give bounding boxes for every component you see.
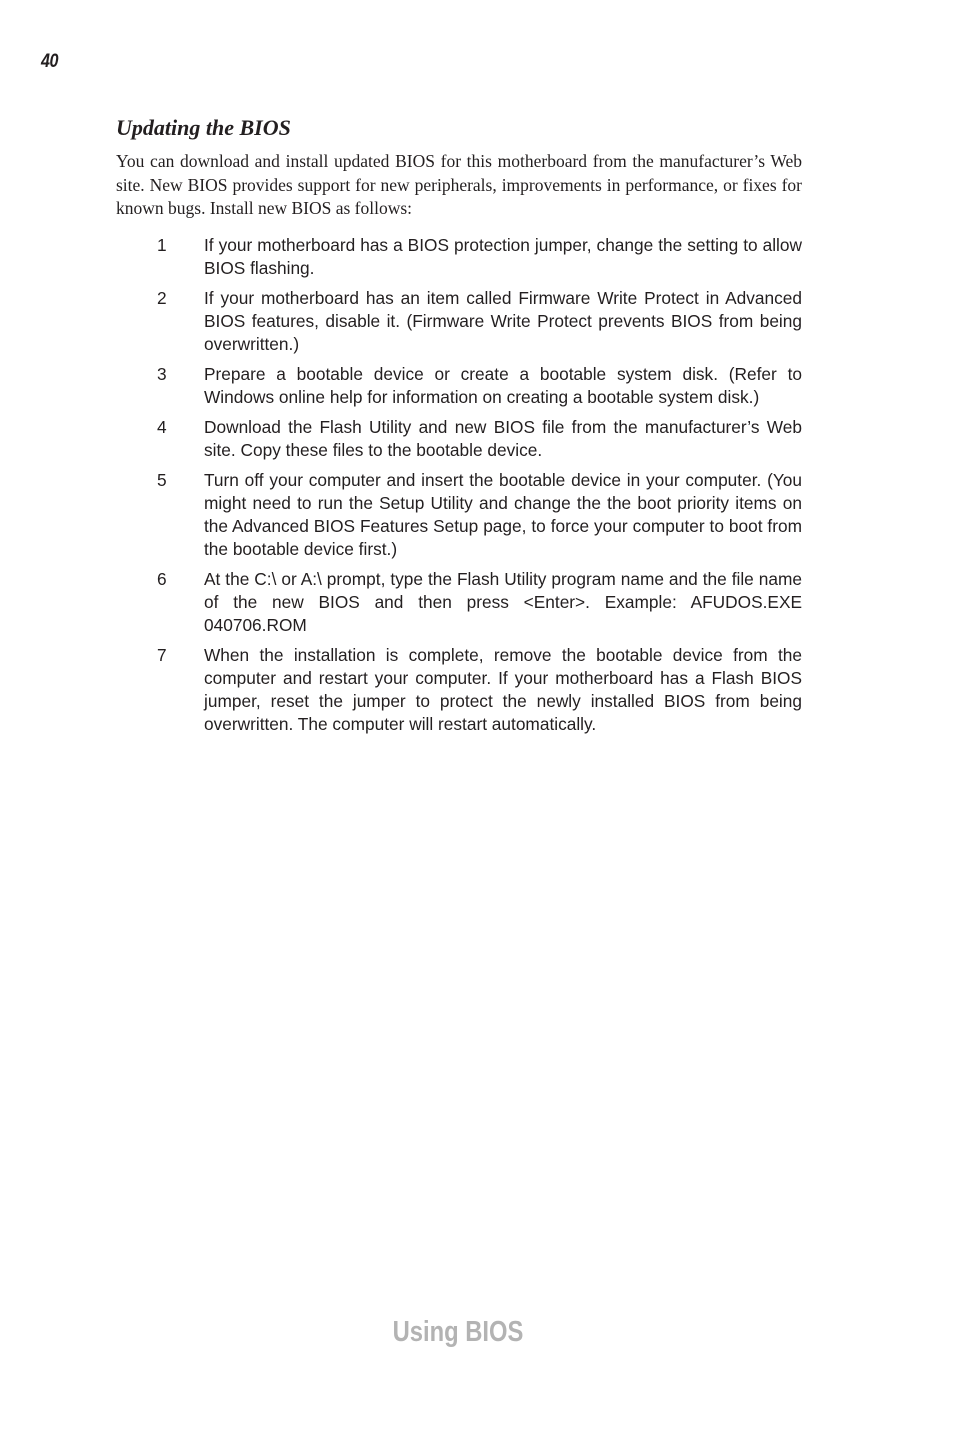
step-number: 6 (157, 568, 167, 589)
footer-chapter-title: Using BIOS (392, 1316, 524, 1348)
steps-list (116, 234, 802, 736)
bios-update-section (116, 114, 802, 743)
step-text: When the installation is complete, remove the bootable device from the computer and restart your computer. If your motherboard has a Flash BIOS jumper, reset the jumper to protect the newly installed BIOS from being overwritten. The computer will restart automatically. (204, 644, 802, 734)
list-item (116, 644, 802, 736)
list-item (116, 568, 802, 637)
list-item (116, 363, 802, 409)
section-title: Updating the BIOS (116, 115, 291, 140)
step-text: If your motherboard has a BIOS protection jumper, change the setting to allow BIOS flashing. (204, 234, 802, 278)
step-text: Turn off your computer and insert the bootable device in your computer. (You might need to run the Setup Utility and change the the boot priority items on the Advanced BIOS Features Setup page, to force your computer to boot from the bootable device first.) (204, 469, 802, 559)
step-text: At the C:\ or A:\ prompt, type the Flash Utility program name and the file name of the new BIOS and then press <Enter>. Example: AFUDOS.EXE 040706.ROM (204, 568, 802, 635)
step-number: 3 (157, 363, 167, 384)
list-item (116, 234, 802, 280)
step-text: Prepare a bootable device or create a bootable system disk. (Refer to Windows online help for information on creating a bootable system disk.) (204, 363, 802, 407)
intro-paragraph: You can download and install updated BIOS for this motherboard from the manufacturer’s Web site. New BIOS provides support for new peripherals, improvements in performance, or fixes for known bugs. Install new BIOS as follows: (116, 151, 802, 218)
step-number: 5 (157, 469, 167, 490)
list-item (116, 416, 802, 462)
page-number: 40 (41, 51, 59, 72)
step-number: 2 (157, 287, 167, 308)
step-text: If your motherboard has an item called Firmware Write Protect in Advanced BIOS features, disable it. (Firmware Write Protect prevents BIOS from being overwritten.) (204, 287, 802, 354)
step-number: 7 (157, 644, 167, 665)
list-item (116, 469, 802, 561)
step-number: 4 (157, 416, 167, 437)
step-text: Download the Flash Utility and new BIOS file from the manufacturer’s Web site. Copy these files to the bootable device. (204, 416, 802, 460)
list-item (116, 287, 802, 356)
step-number: 1 (157, 234, 167, 255)
